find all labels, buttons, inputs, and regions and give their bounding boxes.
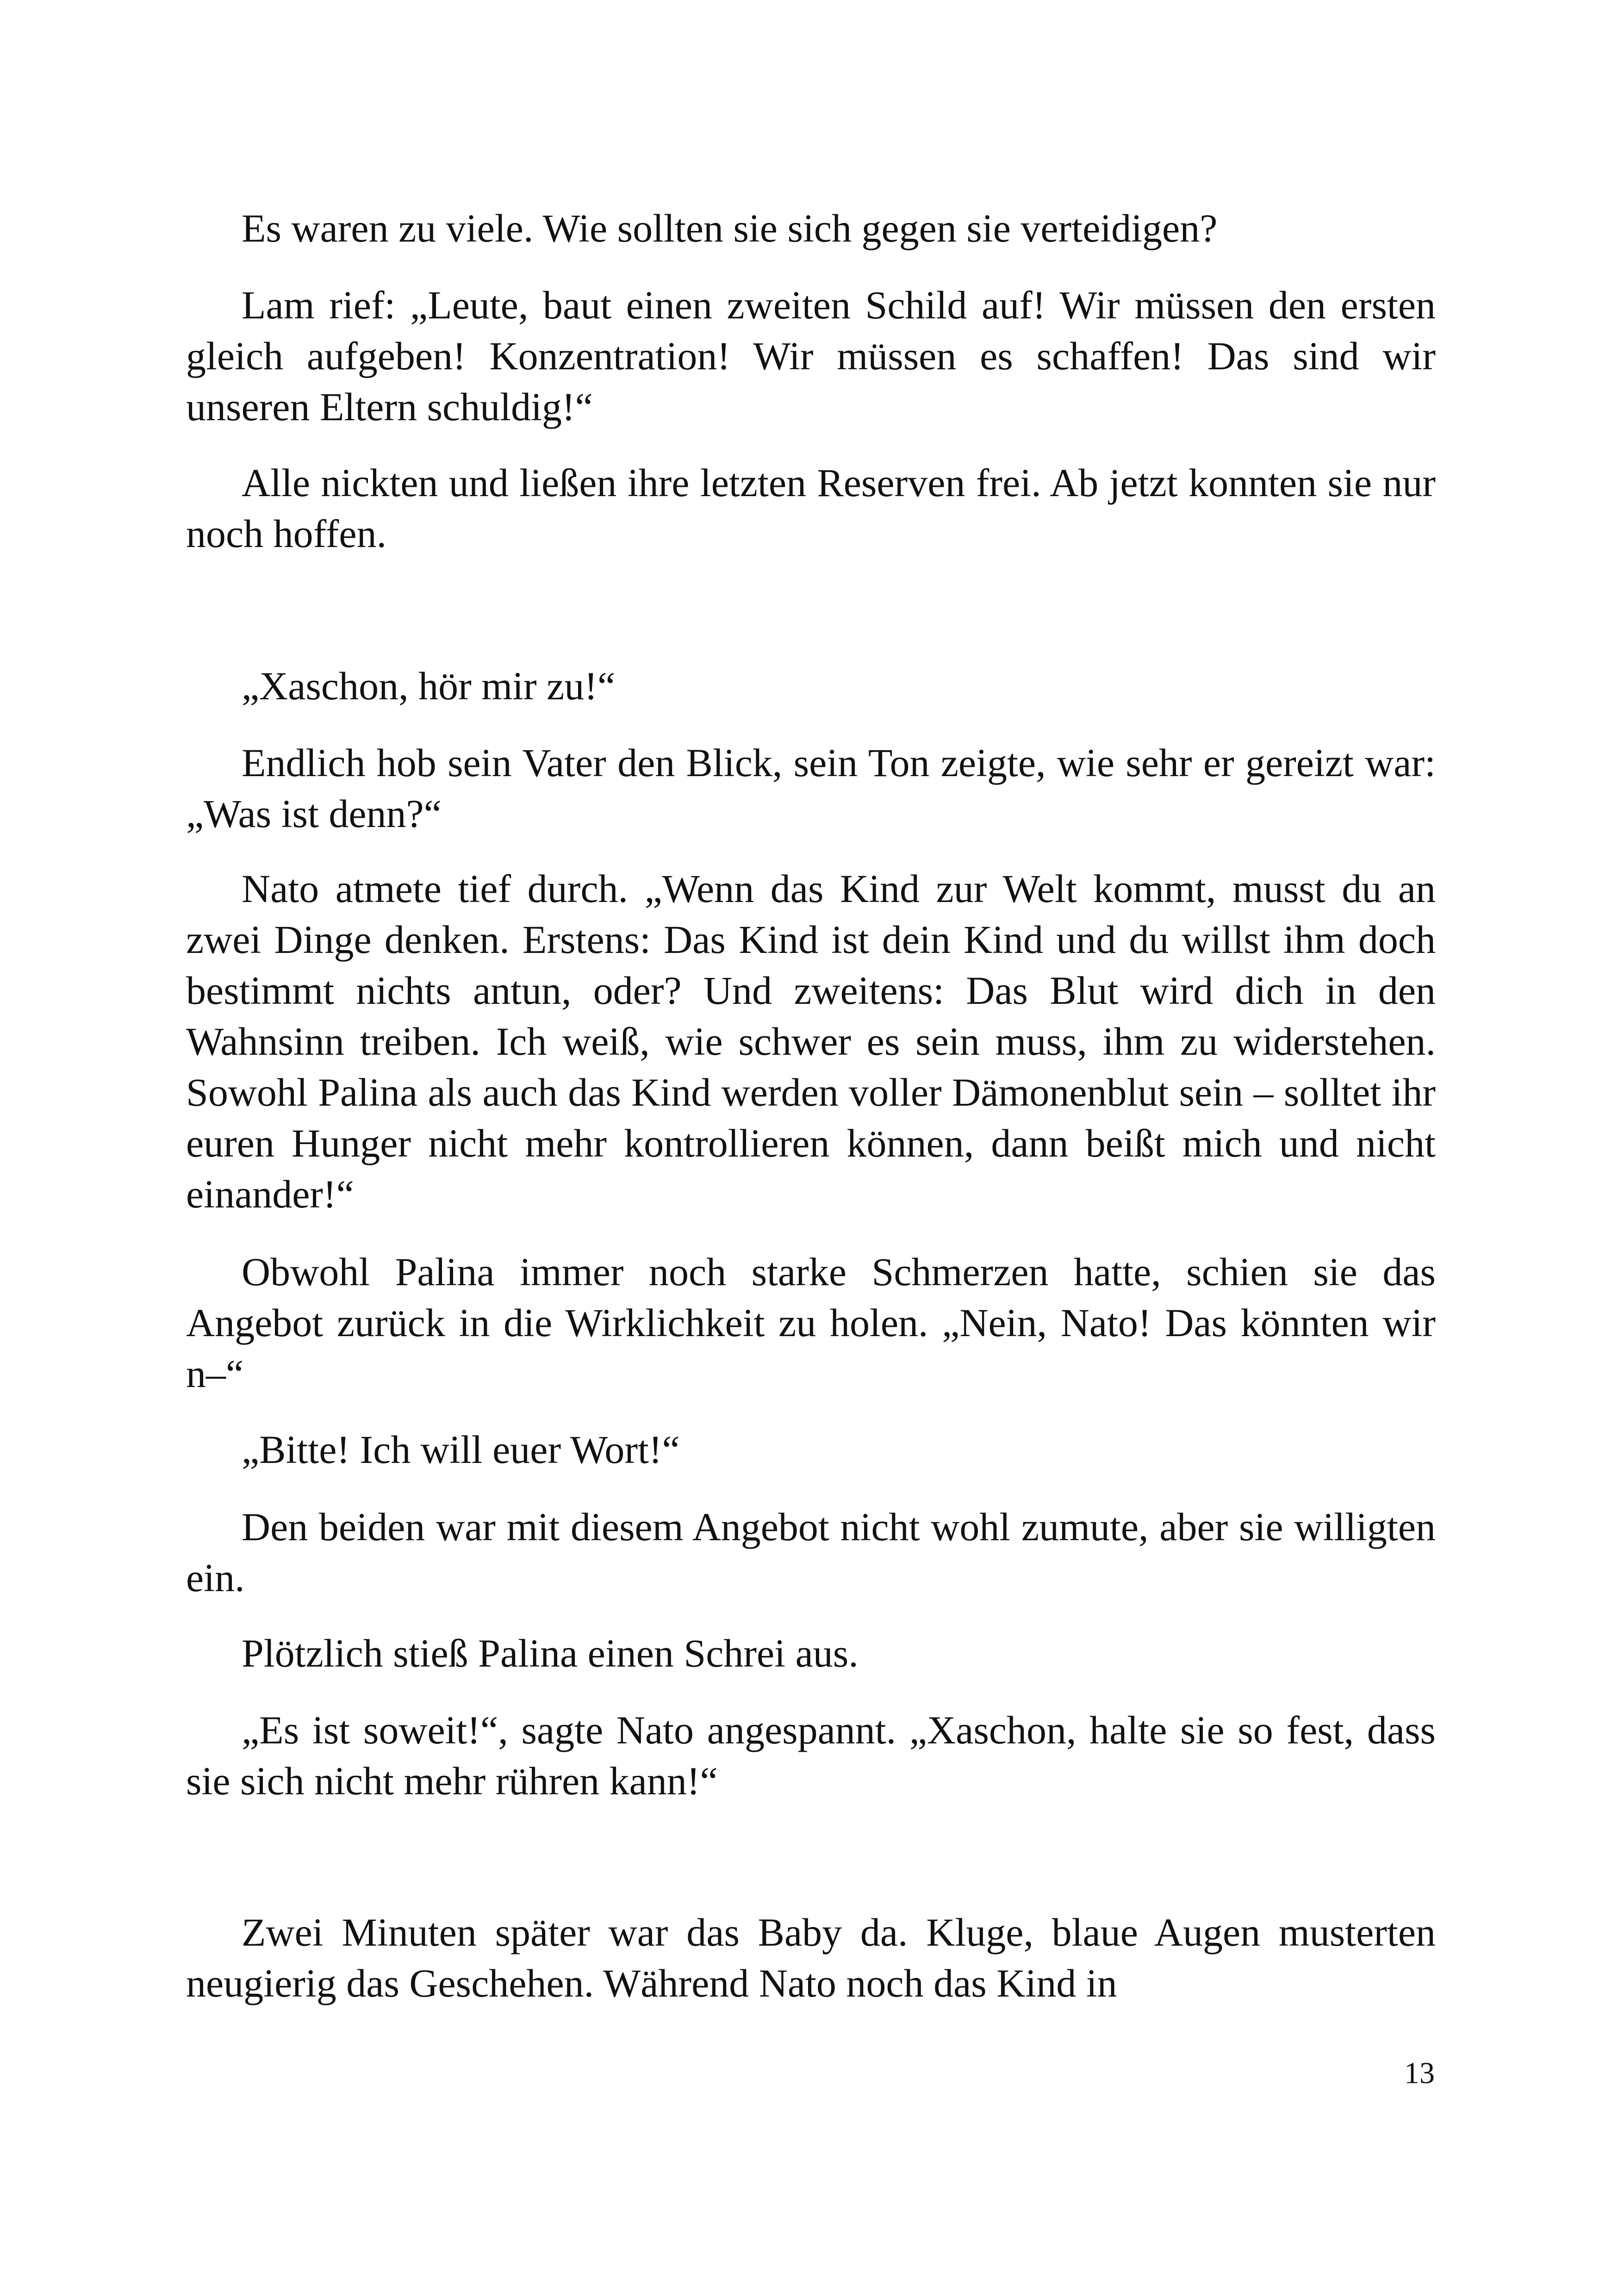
paragraph: „Bitte! Ich will euer Wort!“: [242, 1427, 680, 1472]
paragraph: Nato atmete tief durch. „Wenn das Kind zur Welt kommt, musst du an zwei Dinge denken. Erstens: Das Kind ist dein Kind und du willst ihm doch bestimmt nichts antun, oder? Und zweitens: Das Blut wird dich in den Wahnsinn treiben. Ich weiß, wie schwer es sein muss, ihm zu widerstehen. Sowohl Palina als auch das Kind werden voller Dämonenblut sein – solltet ihr euren Hunger nicht mehr kontrollieren können, dann beißt mich und nicht einander!“: [186, 866, 1436, 1216]
paragraph: Es waren zu viele. Wie sollten sie sich gegen sie verteidigen?: [242, 206, 1218, 250]
paragraph: Lam rief: „Leute, baut einen zweiten Schild auf! Wir müssen den ersten gleich aufgeben! Konzentration! Wir müssen es schaffen! Das sind wir unseren Eltern schuldig!“: [186, 283, 1436, 429]
page-number: 13: [1404, 2056, 1435, 2090]
paragraph: Obwohl Palina immer noch starke Schmerzen hatte, schien sie das Angebot zurück in die Wirklichkeit zu holen. „Nein, Nato! Das könnten wir n–“: [186, 1250, 1436, 1396]
paragraph: „Es ist soweit!“, sagte Nato angespannt. „Xaschon, halte sie so fest, dass sie sich nicht mehr rühren kann!“: [186, 1708, 1436, 1803]
paragraph: Endlich hob sein Vater den Blick, sein Ton zeigte, wie sehr er gereizt war: „Was ist denn?“: [186, 740, 1436, 836]
paragraph: Den beiden war mit diesem Angebot nicht wohl zumute, aber sie willigten ein.: [186, 1505, 1436, 1600]
paragraph: Alle nickten und ließen ihre letzten Reserven frei. Ab jetzt konnten sie nur noch hoffen.: [186, 460, 1436, 556]
paragraph: Plötzlich stieß Palina einen Schrei aus.: [242, 1631, 859, 1675]
paragraph: „Xaschon, hör mir zu!“: [242, 664, 616, 708]
paragraph: Zwei Minuten später war das Baby da. Kluge, blaue Augen musterten neugierig das Geschehen. Während Nato noch das Kind in: [186, 1910, 1436, 2005]
